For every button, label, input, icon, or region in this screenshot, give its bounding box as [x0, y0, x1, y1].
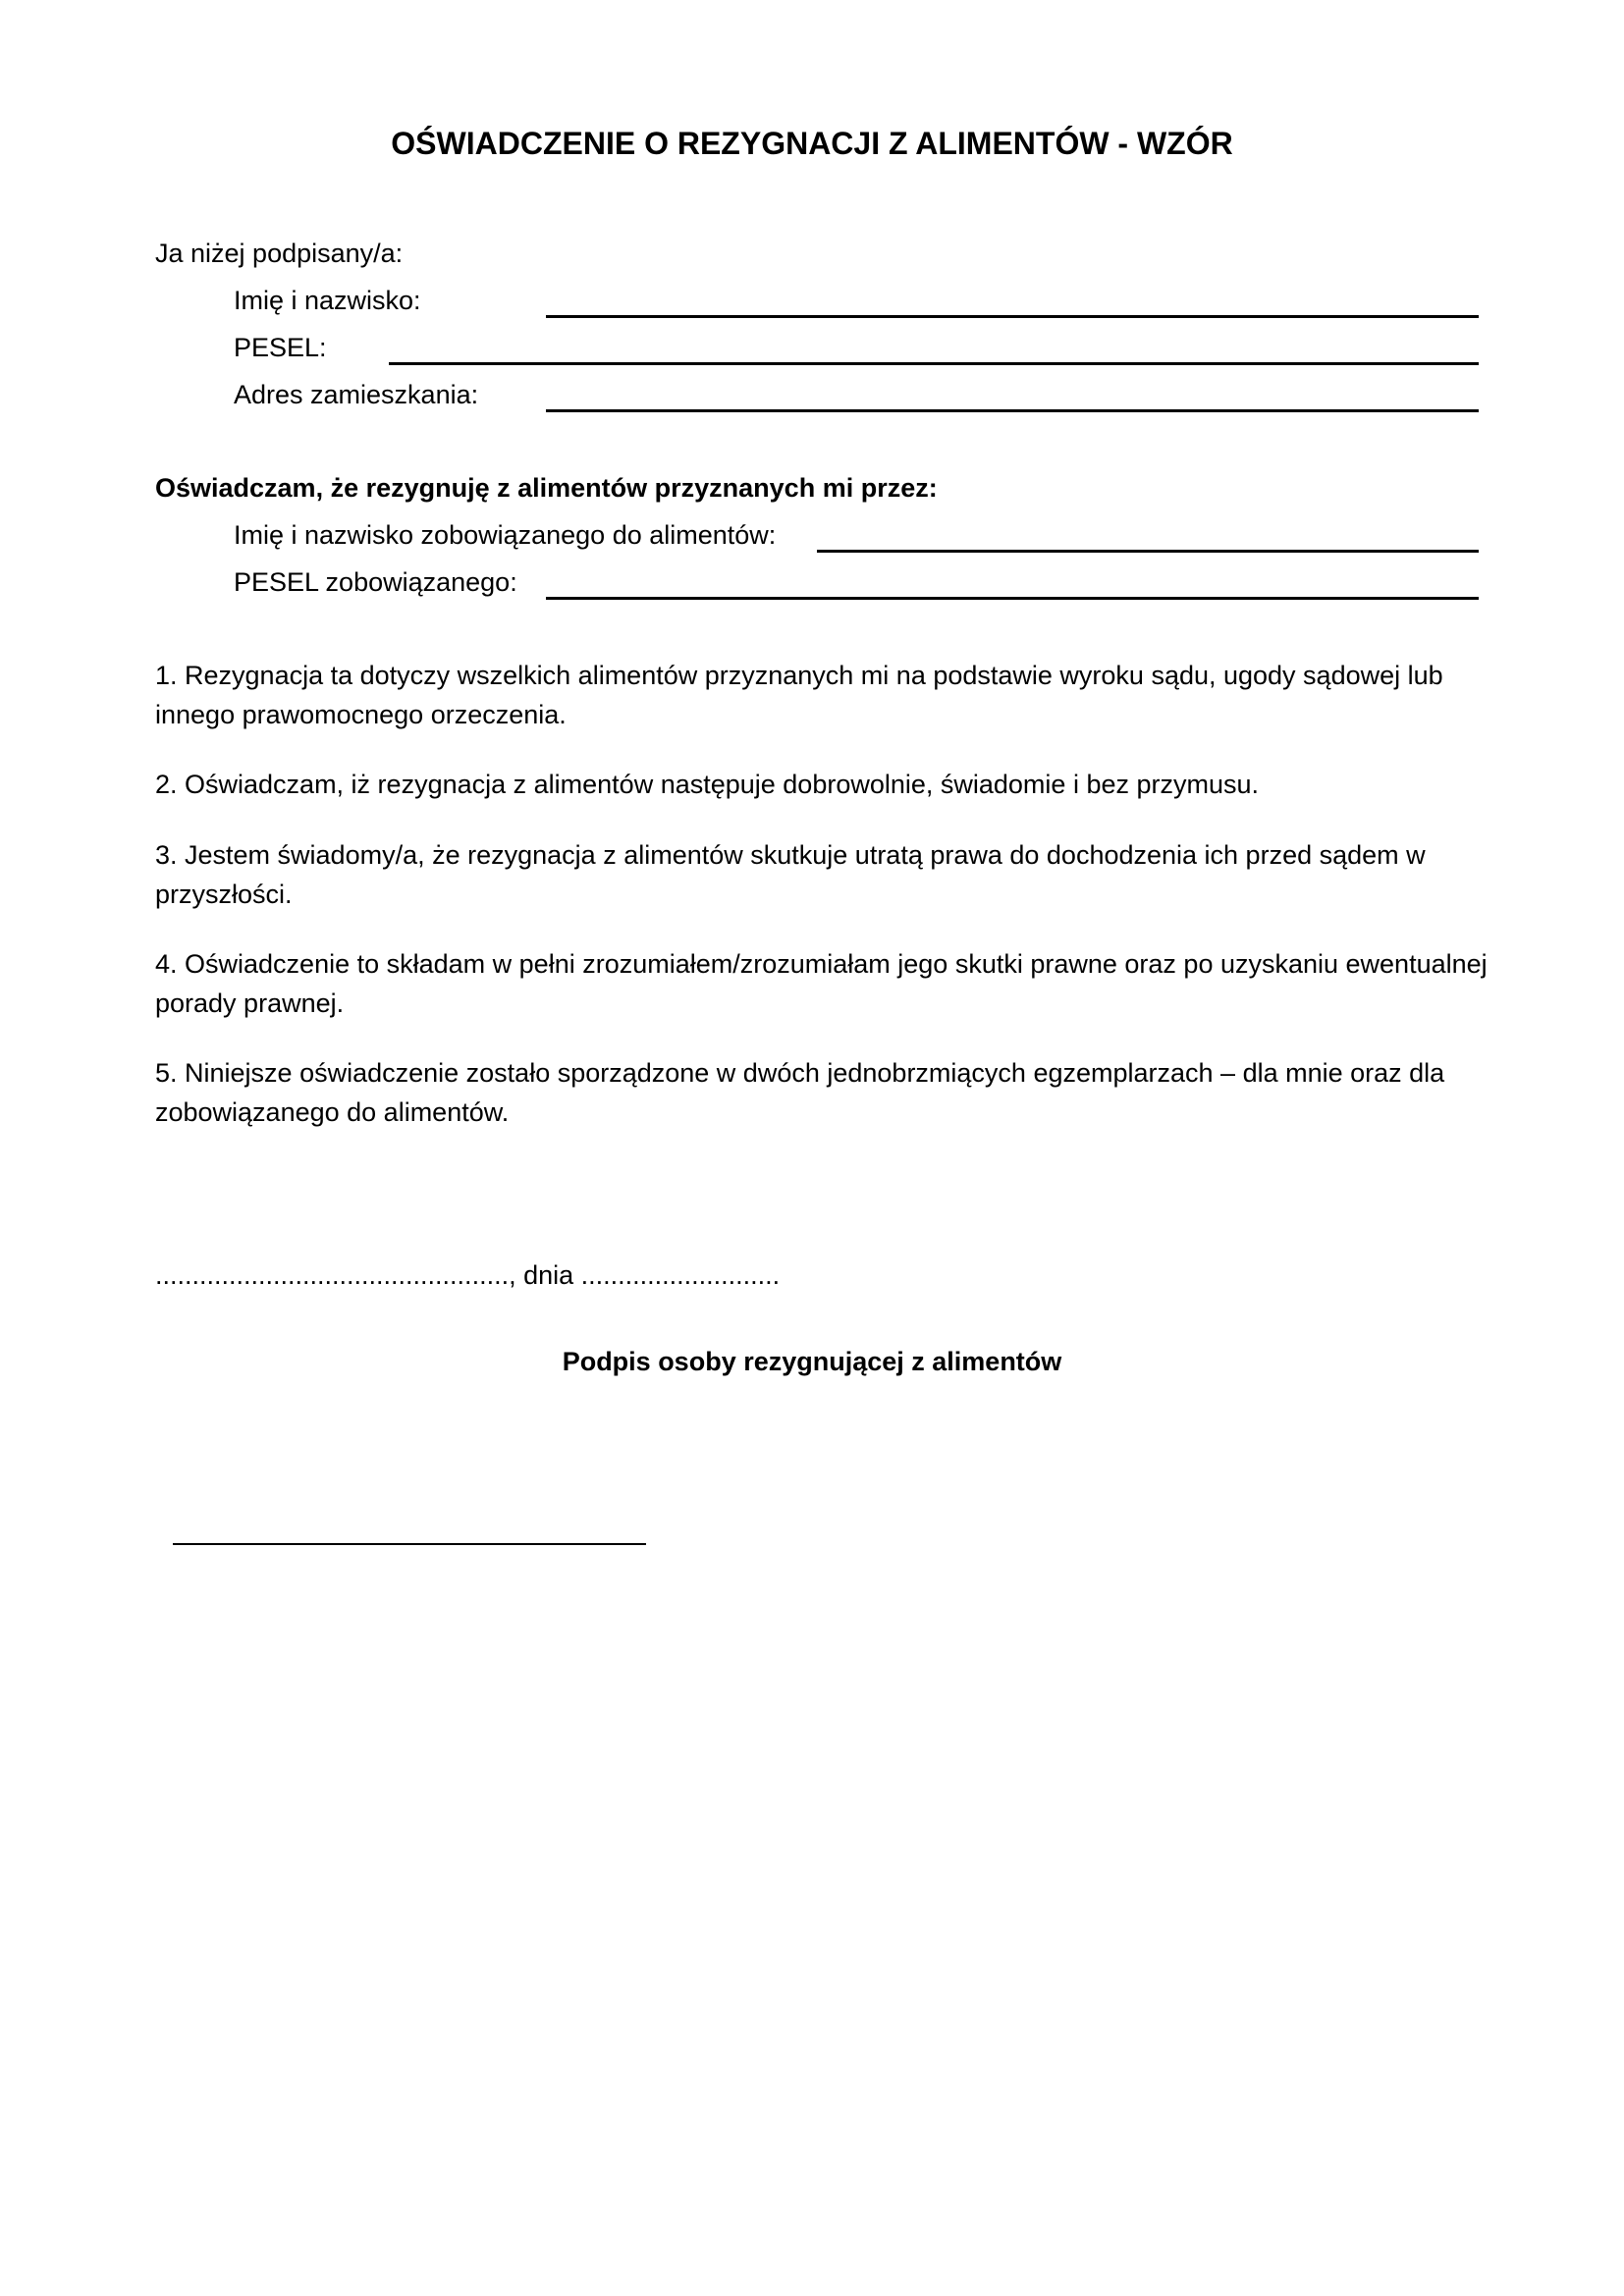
document-title: OŚWIADCZENIE O REZYGNACJI Z ALIMENTÓW - WZÓR — [391, 126, 1233, 161]
declarant-pesel-field[interactable] — [389, 362, 1479, 365]
point-4: 4. Oświadczenie to składam w pełni zrozumiałem/zrozumiałam jego skutki prawne oraz po uzyskaniu ewentualnej porady prawnej. — [155, 949, 1488, 1018]
declarant-address-field[interactable] — [546, 409, 1479, 412]
point-1: 1. Rezygnacja ta dotyczy wszelkich alimentów przyznanych mi na podstawie wyroku sądu, ugody sądowej lub innego prawomocnego orzeczenia. — [155, 661, 1443, 729]
obligor-name-label: Imię i nazwisko zobowiązanego do alimentów: — [234, 520, 777, 550]
point-3: 3. Jestem świadomy/a, że rezygnacja z alimentów skutkuje utratą prawa do dochodzenia ich przed sądem w przyszłości. — [155, 840, 1426, 909]
declarant-address-label: Adres zamieszkania: — [234, 380, 479, 409]
signature-label: Podpis osoby rezygnującej z alimentów — [562, 1347, 1062, 1376]
signature-line[interactable] — [173, 1543, 646, 1545]
declarant-intro: Ja niżej podpisany/a: — [155, 239, 404, 268]
point-2: 2. Oświadczam, iż rezygnacja z alimentów następuje dobrowolnie, świadomie i bez przymusu. — [155, 770, 1260, 799]
point-5: 5. Niniejsze oświadczenie zostało sporządzone w dwóch jednobrzmiących egzemplarzach – dla mnie oraz dla zobowiązanego do alimentów. — [155, 1058, 1445, 1127]
obligor-pesel-label: PESEL zobowiązanego: — [234, 567, 517, 597]
obligor-heading: Oświadczam, że rezygnuję z alimentów przyznanych mi przez: — [155, 473, 938, 503]
declarant-name-field[interactable] — [546, 315, 1479, 318]
obligor-name-field[interactable] — [817, 550, 1479, 553]
obligor-pesel-field[interactable] — [546, 597, 1479, 600]
declarant-name-label: Imię i nazwisko: — [234, 286, 421, 315]
place-date-line[interactable]: ................................................, dnia ........................... — [155, 1260, 781, 1290]
declarant-pesel-label: PESEL: — [234, 333, 327, 362]
